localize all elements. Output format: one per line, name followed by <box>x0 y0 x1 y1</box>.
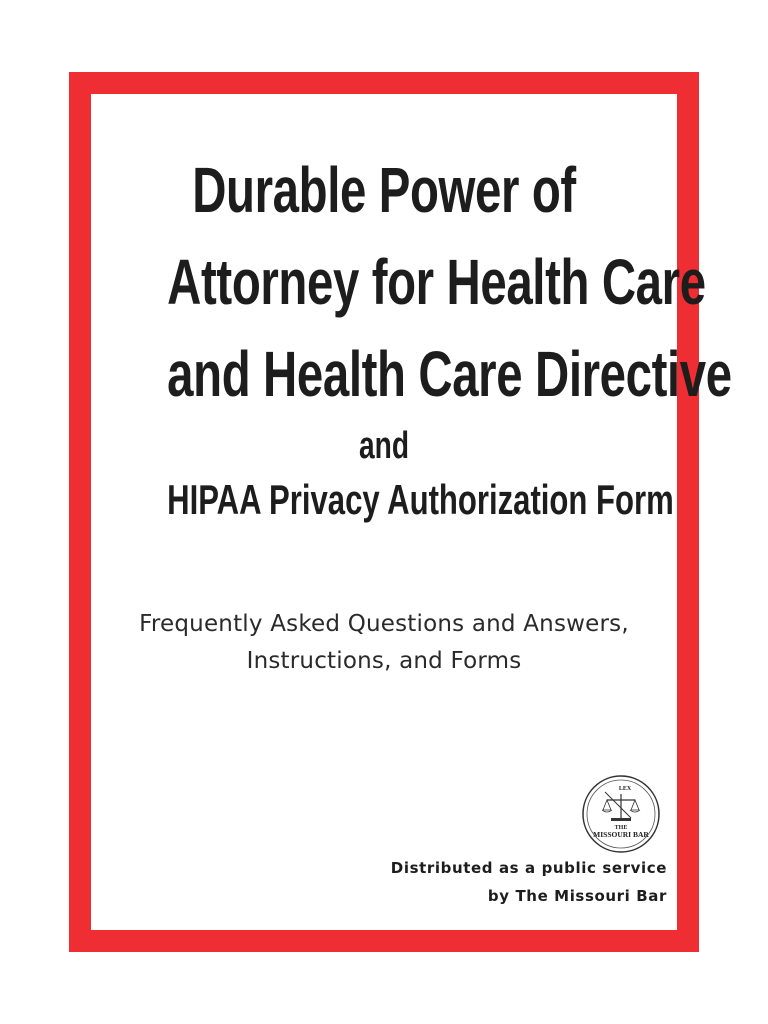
cover-frame <box>69 72 732 952</box>
title-line-3: and Health Care Directive <box>167 338 732 410</box>
distribution-note <box>391 854 667 910</box>
seal-the-text: THE <box>614 825 628 831</box>
seal-top-text: LEX <box>618 786 632 792</box>
document-title <box>91 144 732 420</box>
missouri-bar-seal-icon <box>581 774 661 854</box>
document-subtitle <box>91 606 677 680</box>
distribution-line-1: Distributed as a public service <box>390 859 667 877</box>
hipaa-form-title: HIPAA Privacy Authorization Form <box>167 476 674 523</box>
subtitle-line-2: Instructions, and Forms <box>246 648 522 674</box>
title-line-2: Attorney for Health Care <box>167 246 706 318</box>
subtitle-line-1: Frequently Asked Questions and Answers, <box>139 611 629 637</box>
distribution-line-2: by The Missouri Bar <box>487 887 667 905</box>
and-connector: and <box>359 425 409 467</box>
title-line-1: Durable Power of <box>192 154 576 226</box>
seal-name-text: MISSOURI BAR <box>593 830 649 839</box>
